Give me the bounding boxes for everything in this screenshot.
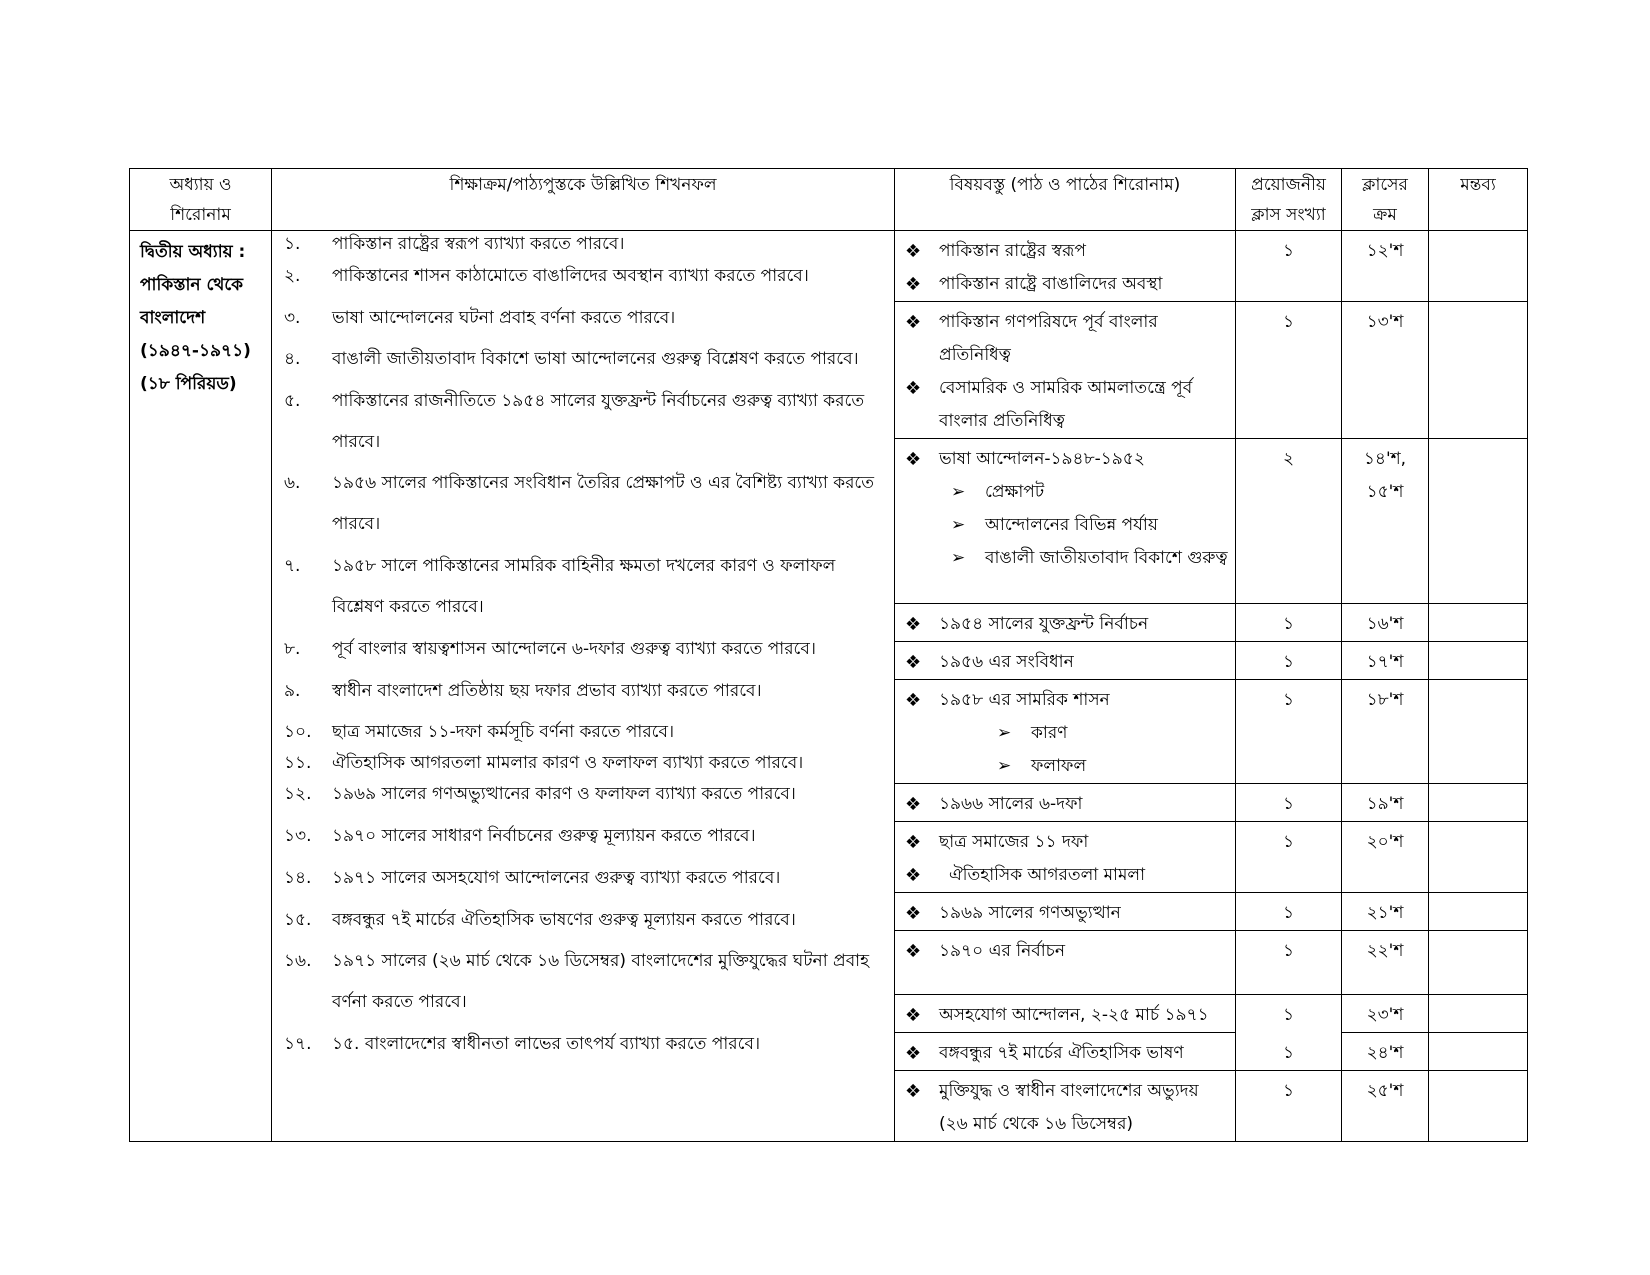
outcome-item: ১৭. ১৫. বাংলাদেশের স্বাধীনতা লাভের তাৎপর্য ব্যাখ্যা করতে পারবে। bbox=[284, 1034, 761, 1054]
outcome-item: ১০. ছাত্র সমাজের ১১-দফা কর্মসূচি বর্ণনা করতে পারবে। bbox=[284, 722, 675, 742]
lesson-title: অসহযোগ আন্দোলন, ২-২৫ মার্চ ১৯৭১ bbox=[939, 1005, 1209, 1025]
outcome-item: ৪. বাঙালী জাতীয়তাবাদ বিকাশে ভাষা আন্দোলনের গুরুত্ব বিশ্লেষণ করতে পারবে। bbox=[284, 349, 859, 369]
lesson-title: বেসামরিক ও সামরিক আমলাতন্ত্রে পূর্ব বাংলার প্রতিনিধিত্ব bbox=[939, 378, 1193, 431]
lesson-title: ঐতিহাসিক আগরতলা মামলা bbox=[949, 865, 1146, 885]
class-count: ১ bbox=[1236, 680, 1342, 784]
remarks-cell bbox=[1429, 822, 1528, 893]
outcome-item: ৫. পাকিস্তানের রাজনীতিতে ১৯৫৪ সালের যুক্তফ্রন্ট নির্বাচনের গুরুত্ব ব্যাখ্যা করতে পারবে। bbox=[284, 391, 865, 452]
lesson-cell bbox=[895, 439, 1236, 604]
lesson-title: ১৯৫৬ এর সংবিধান bbox=[939, 652, 1074, 672]
lesson-cell bbox=[895, 822, 1236, 893]
class-count: ১ bbox=[1236, 1071, 1342, 1142]
lesson-title: পাকিস্তান রাষ্ট্রের স্বরূপ bbox=[939, 241, 1086, 261]
chapter-years: (১৯৪৭-১৯৭১) bbox=[140, 341, 251, 361]
class-order: ১৩'শ bbox=[1342, 302, 1429, 439]
diamond-bullet-icon: ❖ bbox=[905, 941, 922, 962]
class-count: ১ bbox=[1236, 893, 1342, 931]
lesson-cell bbox=[895, 931, 1236, 995]
class-order: ১৬'শ bbox=[1342, 604, 1429, 642]
class-order: ২০'শ bbox=[1342, 822, 1429, 893]
arrow-bullet-icon: ➢ bbox=[997, 756, 1012, 776]
class-order: ২৪'শ bbox=[1342, 1033, 1429, 1071]
class-count: ২ bbox=[1236, 439, 1342, 604]
remarks-cell bbox=[1429, 604, 1528, 642]
outcome-item: ৩. ভাষা আন্দোলনের ঘটনা প্রবাহ বর্ণনা করতে পারবে। bbox=[284, 308, 676, 328]
lesson-cell bbox=[895, 642, 1236, 680]
class-order: ১৭'শ bbox=[1342, 642, 1429, 680]
outcome-item: ২. পাকিস্তানের শাসন কাঠামোতে বাঙালিদের অবস্থান ব্যাখ্যা করতে পারবে। bbox=[284, 266, 809, 286]
lesson-title: ১৯৬৯ সালের গণঅভ্যুত্থান bbox=[939, 903, 1121, 923]
diamond-bullet-icon: ❖ bbox=[905, 903, 922, 924]
chapter-periods: (১৮ পিরিয়ড) bbox=[140, 374, 237, 394]
lesson-cell bbox=[895, 893, 1236, 931]
class-order: ২২'শ bbox=[1342, 931, 1429, 995]
diamond-bullet-icon: ❖ bbox=[905, 449, 922, 470]
class-order: ২১'শ bbox=[1342, 893, 1429, 931]
lesson-cell bbox=[895, 1033, 1236, 1071]
outcome-item: ১৫. বঙ্গবন্ধুর ৭ই মার্চের ঐতিহাসিক ভাষণের গুরুত্ব মূল্যায়ন করতে পারবে। bbox=[284, 910, 796, 930]
class-count: ১ bbox=[1236, 995, 1342, 1033]
class-order: ১৮'শ bbox=[1342, 680, 1429, 784]
lesson-cell bbox=[895, 302, 1236, 439]
lesson-title: পাকিস্তান গণপরিষদে পূর্ব বাংলার প্রতিনিধিত্ব bbox=[939, 312, 1158, 365]
remarks-cell bbox=[1429, 995, 1528, 1033]
syllabus-table bbox=[129, 168, 1528, 1142]
class-count: ১ bbox=[1236, 642, 1342, 680]
arrow-bullet-icon: ➢ bbox=[951, 548, 966, 568]
diamond-bullet-icon: ❖ bbox=[905, 274, 922, 295]
lesson-cell bbox=[895, 995, 1236, 1033]
diamond-bullet-icon: ❖ bbox=[905, 865, 922, 886]
lesson-subtopic: কারণ bbox=[1031, 723, 1068, 743]
outcome-item: ১১. ঐতিহাসিক আগরতলা মামলার কারণ ও ফলাফল ব্যাখ্যা করতে পারবে। bbox=[284, 753, 804, 773]
lesson-subtopic: আন্দোলনের বিভিন্ন পর্যায় bbox=[985, 515, 1158, 535]
lesson-title: ছাত্র সমাজের ১১ দফা bbox=[939, 832, 1089, 852]
remarks-cell bbox=[1429, 439, 1528, 604]
arrow-bullet-icon: ➢ bbox=[997, 723, 1012, 743]
class-count: ১ bbox=[1236, 231, 1342, 302]
diamond-bullet-icon: ❖ bbox=[905, 241, 922, 262]
table-row bbox=[130, 231, 1528, 302]
diamond-bullet-icon: ❖ bbox=[905, 690, 922, 711]
diamond-bullet-icon: ❖ bbox=[905, 652, 922, 673]
outcome-item: ৭. ১৯৫৮ সালে পাকিস্তানের সামরিক বাহিনীর ক্ষমতা দখলের কারণ ও ফলাফল বিশ্লেষণ করতে পারবে। bbox=[284, 556, 836, 617]
header-chapter: অধ্যায় ও শিরোনাম bbox=[130, 169, 272, 231]
header-remarks: মন্তব্য bbox=[1429, 169, 1528, 231]
diamond-bullet-icon: ❖ bbox=[905, 614, 922, 635]
diamond-bullet-icon: ❖ bbox=[905, 1043, 922, 1064]
outcome-item: ১৪. ১৯৭১ সালের অসহযোগ আন্দোলনের গুরুত্ব ব্যাখ্যা করতে পারবে। bbox=[284, 868, 781, 888]
diamond-bullet-icon: ❖ bbox=[905, 1005, 922, 1026]
diamond-bullet-icon: ❖ bbox=[905, 794, 922, 815]
outcomes-cell bbox=[272, 231, 895, 1142]
lesson-title: ১৯৭০ এর নির্বাচন bbox=[939, 941, 1065, 961]
lesson-title: পাকিস্তান রাষ্ট্রে বাঙালিদের অবস্থা bbox=[939, 274, 1163, 294]
chapter-title-line: পাকিস্তান থেকে bbox=[140, 275, 244, 295]
class-order bbox=[1342, 439, 1429, 604]
lesson-title: ১৯৫৮ এর সামরিক শাসন bbox=[939, 690, 1110, 710]
outcome-item: ৮. পূর্ব বাংলার স্বায়ত্বশাসন আন্দোলনে ৬-দফার গুরুত্ব ব্যাখ্যা করতে পারবে। bbox=[284, 639, 816, 659]
arrow-bullet-icon: ➢ bbox=[951, 515, 966, 535]
chapter-cell bbox=[130, 231, 272, 1142]
remarks-cell bbox=[1429, 302, 1528, 439]
lesson-title: মুক্তিযুদ্ধ ও স্বাধীন বাংলাদেশের অভ্যুদয় (২৬ মার্চ থেকে ১৬ ডিসেম্বর) bbox=[939, 1081, 1199, 1134]
diamond-bullet-icon: ❖ bbox=[905, 1081, 922, 1102]
diamond-bullet-icon: ❖ bbox=[905, 832, 922, 853]
class-order: ২৫'শ bbox=[1342, 1071, 1429, 1142]
header-row bbox=[130, 169, 1528, 231]
lesson-title: ১৯৫৪ সালের যুক্তফ্রন্ট নির্বাচন bbox=[939, 614, 1149, 634]
lesson-cell bbox=[895, 680, 1236, 784]
remarks-cell bbox=[1429, 893, 1528, 931]
class-count: ১ bbox=[1236, 931, 1342, 995]
header-class-order: ক্লাসের ক্রম bbox=[1342, 169, 1429, 231]
chapter-label: দ্বিতীয় অধ্যায় : bbox=[140, 242, 246, 262]
class-count: ১ bbox=[1236, 302, 1342, 439]
outcome-item: ৯. স্বাধীন বাংলাদেশ প্রতিষ্ঠায় ছয় দফার প্রভাব ব্যাখ্যা করতে পারবে। bbox=[284, 681, 762, 701]
class-order: ১৯'শ bbox=[1342, 784, 1429, 822]
header-classes-needed: প্রয়োজনীয় ক্লাস সংখ্যা bbox=[1236, 169, 1342, 231]
class-count: ১ bbox=[1236, 822, 1342, 893]
lesson-cell bbox=[895, 231, 1236, 302]
remarks-cell bbox=[1429, 680, 1528, 784]
class-order: ২৩'শ bbox=[1342, 995, 1429, 1033]
lesson-title: ভাষা আন্দোলন-১৯৪৮-১৯৫২ bbox=[939, 449, 1145, 469]
lesson-title: বঙ্গবন্ধুর ৭ই মার্চের ঐতিহাসিক ভাষণ bbox=[939, 1043, 1184, 1063]
lesson-cell bbox=[895, 1071, 1236, 1142]
lesson-subtopic: প্রেক্ষাপট bbox=[985, 482, 1045, 502]
class-count: ১ bbox=[1236, 784, 1342, 822]
outcome-item: ১৩. ১৯৭০ সালের সাধারণ নির্বাচনের গুরুত্ব মূল্যায়ন করতে পারবে। bbox=[284, 826, 756, 846]
remarks-cell bbox=[1429, 1033, 1528, 1071]
outcome-item: ১. পাকিস্তান রাষ্ট্রের স্বরূপ ব্যাখ্যা করতে পারবে। bbox=[284, 234, 625, 254]
class-count: ১ bbox=[1236, 604, 1342, 642]
remarks-cell bbox=[1429, 1071, 1528, 1142]
lesson-subtopic: বাঙালী জাতীয়তাবাদ বিকাশে গুরুত্ব bbox=[985, 548, 1228, 568]
outcome-item: ১২. ১৯৬৯ সালের গণঅভ্যুত্থানের কারণ ও ফলাফল ব্যাখ্যা করতে পারবে। bbox=[284, 784, 796, 804]
outcome-item: ৬. ১৯৫৬ সালের পাকিস্তানের সংবিধান তৈরির প্রেক্ষাপট ও এর বৈশিষ্ট্য ব্যাখ্যা করতে পারবে। bbox=[284, 473, 875, 534]
lesson-cell bbox=[895, 784, 1236, 822]
diamond-bullet-icon: ❖ bbox=[905, 312, 922, 333]
outcome-item: ১৬. ১৯৭১ সালের (২৬ মার্চ থেকে ১৬ ডিসেম্বর) বাংলাদেশের মুক্তিযুদ্ধের ঘটনা প্রবাহ বর্ণনা করতে পারবে। bbox=[284, 951, 870, 1012]
lesson-subtopic: ফলাফল bbox=[1031, 756, 1087, 776]
remarks-cell bbox=[1429, 231, 1528, 302]
remarks-cell bbox=[1429, 931, 1528, 995]
header-content: বিষয়বস্তু (পাঠ ও পাঠের শিরোনাম) bbox=[895, 169, 1236, 231]
remarks-cell bbox=[1429, 642, 1528, 680]
diamond-bullet-icon: ❖ bbox=[905, 378, 922, 399]
header-outcomes: শিক্ষাক্রম/পাঠ্যপুস্তকে উল্লিখিত শিখনফল bbox=[272, 169, 895, 231]
class-count: ১ bbox=[1236, 1033, 1342, 1071]
class-order-line: ১৪'শ, bbox=[1363, 449, 1407, 469]
remarks-cell bbox=[1429, 784, 1528, 822]
chapter-title-line: বাংলাদেশ bbox=[140, 308, 206, 328]
lesson-title: ১৯৬৬ সালের ৬-দফা bbox=[939, 794, 1083, 814]
class-order: ১২'শ bbox=[1342, 231, 1429, 302]
arrow-bullet-icon: ➢ bbox=[951, 482, 966, 502]
class-order-line: ১৫'শ bbox=[1366, 482, 1404, 502]
lesson-cell bbox=[895, 604, 1236, 642]
